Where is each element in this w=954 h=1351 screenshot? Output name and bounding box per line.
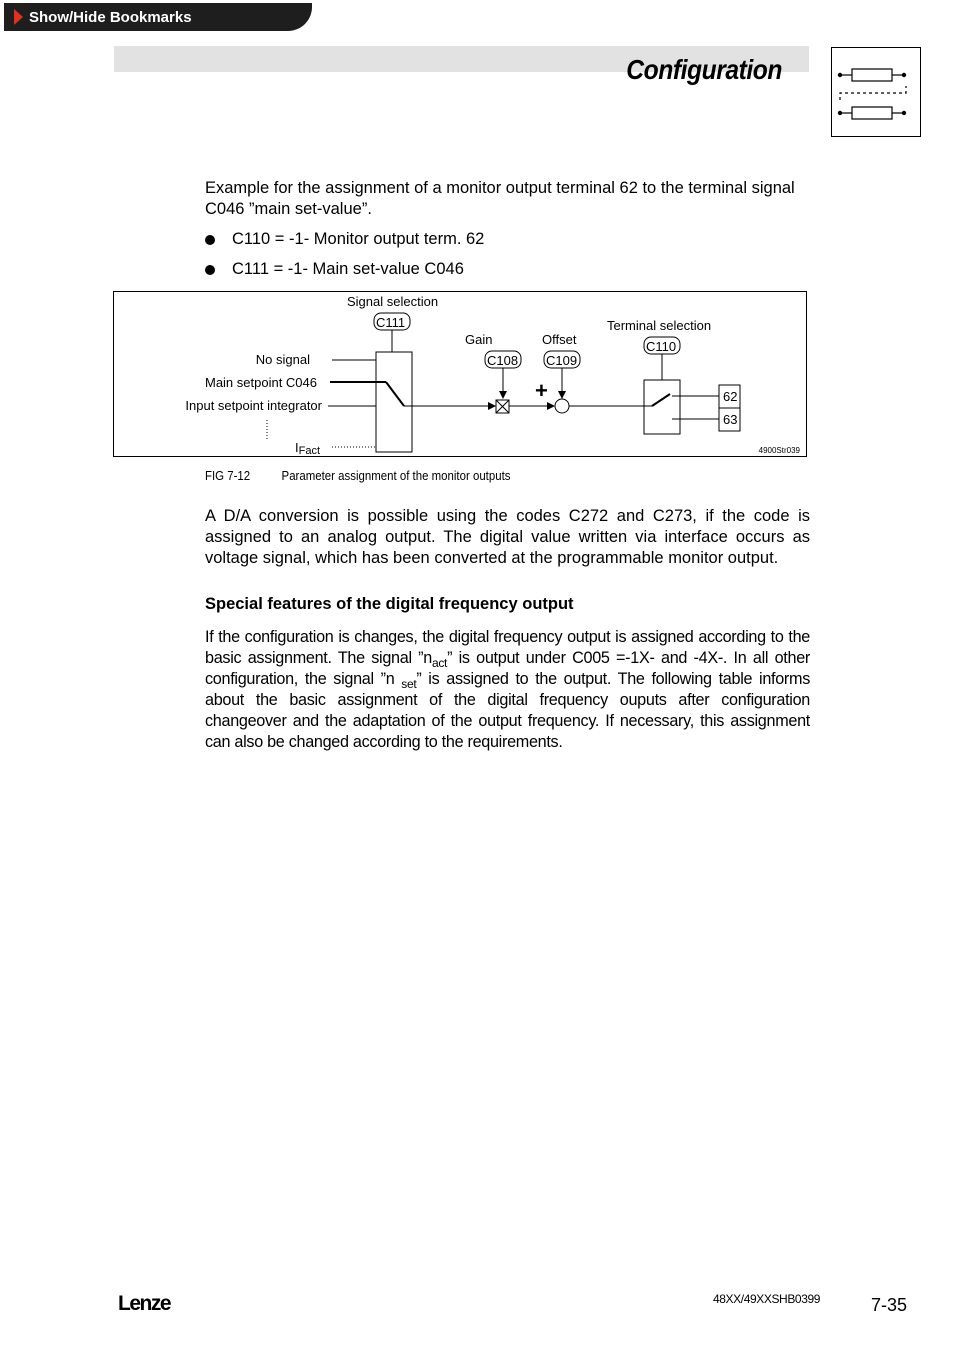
bullet-text: C110 = -1- Monitor output term. 62 — [232, 230, 485, 248]
figure-caption — [205, 468, 510, 483]
c108-code: C108 — [487, 353, 519, 368]
bullet-dot-icon — [205, 235, 215, 245]
chapter-title: Configuration — [626, 54, 782, 85]
c110-code: C110 — [646, 339, 677, 354]
terminal-switch-block — [644, 380, 680, 434]
lenze-logo: Lenze — [118, 1292, 171, 1315]
bullet-list — [205, 229, 810, 289]
show-hide-bookmarks-button[interactable] — [4, 3, 312, 31]
intro-paragraph: Example for the assignment of a monitor output terminal 62 to the terminal signal C046 ”main set-value”. — [205, 179, 795, 218]
offset-summer — [555, 399, 569, 413]
gain-label: Gain — [465, 332, 493, 347]
bullet-dot-icon — [205, 265, 215, 275]
monitor-output-diagram — [113, 291, 807, 457]
triangle-arrow-icon — [14, 9, 23, 25]
terminal-selection-label: Terminal selection — [607, 318, 712, 333]
list-item — [205, 229, 810, 250]
document-code: 48XX/49XXSHB0399 — [713, 1292, 821, 1306]
bookmarks-button-label: Show/Hide Bookmarks — [29, 8, 192, 26]
list-item — [205, 259, 810, 280]
page-number: 7-35 — [871, 1295, 908, 1315]
figure-number: FIG 7-12 — [205, 468, 251, 483]
c111-code: C111 — [376, 315, 406, 330]
offset-label: Offset — [542, 332, 577, 347]
da-conversion-paragraph: A D/A conversion is possible using the codes C272 and C273, if the code is assigned to an analog output. The digital value written via interface occurs as voltage signal, which has been converted at the programmable monitor output. — [205, 507, 810, 567]
input-no-signal: No signal — [255, 352, 310, 367]
ifact-label: IFact — [295, 440, 321, 455]
terminal-63-label: 63 — [723, 412, 738, 427]
signal-selection-label: Signal selection — [347, 294, 439, 309]
input-main-setpoint: Main setpoint C046 — [204, 375, 317, 390]
c109-code: C109 — [546, 353, 578, 368]
input-setpoint-integrator: Input setpoint integrator — [185, 398, 322, 413]
digital-frequency-paragraph: If the configuration is changes, the digital frequency output is assigned according to the basic assignment. The signal $”n_{act}$” is output under C005 =-1X- and -4X-. In all other configuration, the signal ”n $_{set}$” is assigned to the output. The following table informs about the basic assignment of the digital frequency ouputs after configuration changeover and the adaptation of the output frequency. If necessary, this assignment can also be changed according to the requirements. — [205, 628, 811, 751]
bullet-text: C111 = -1- Main set-value C046 — [232, 260, 464, 278]
plus-sign: + — [535, 378, 548, 403]
section-heading: Special features of the digital frequency output — [205, 595, 574, 613]
configuration-chapter-icon — [831, 47, 921, 137]
figure-id: 4900Str039 — [758, 446, 800, 455]
figure-caption-text: Parameter assignment of the monitor outputs — [281, 468, 511, 483]
signal-selector-block — [376, 352, 412, 452]
terminal-62-label: 62 — [723, 389, 738, 404]
